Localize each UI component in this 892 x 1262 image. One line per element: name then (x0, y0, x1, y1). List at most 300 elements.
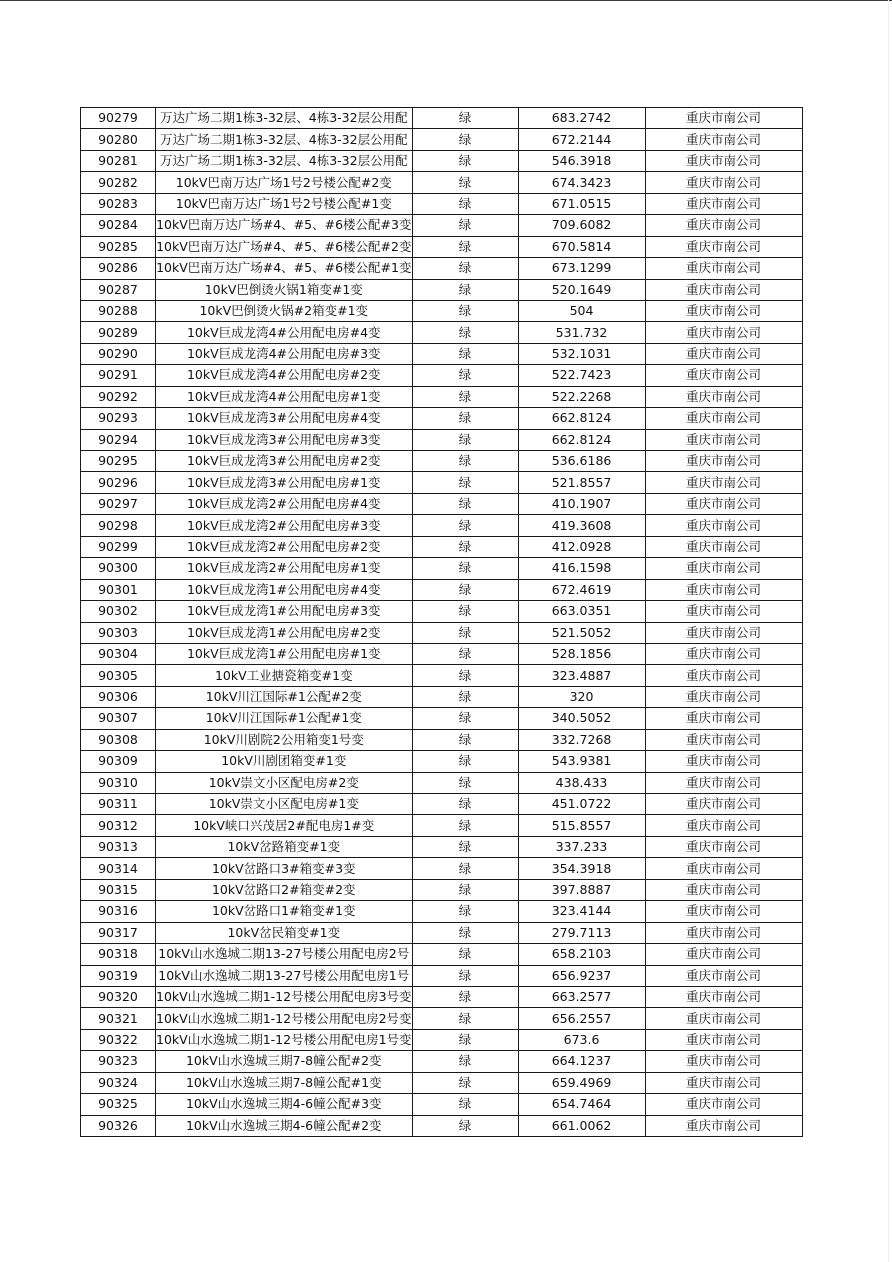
cell-id[interactable]: 90325 (81, 1094, 156, 1115)
cell-company[interactable]: 重庆市南公司 (645, 515, 802, 536)
cell-company[interactable]: 重庆市南公司 (645, 1008, 802, 1029)
table-row (81, 429, 803, 450)
cell-status[interactable]: 绿 (412, 365, 518, 386)
table-row (81, 1008, 803, 1029)
table-row (81, 300, 803, 321)
cell-value[interactable]: 521.8557 (518, 472, 645, 493)
cell-name[interactable] (156, 236, 413, 257)
cell-id[interactable]: 90281 (81, 150, 156, 171)
cell-company[interactable]: 重庆市南公司 (645, 129, 802, 150)
table-row (81, 451, 803, 472)
cell-name[interactable]: 10kV巨成龙湾3#公用配电房#1变 (156, 472, 413, 493)
cell-company[interactable]: 重庆市南公司 (645, 1072, 802, 1093)
cell-company[interactable]: 重庆市南公司 (645, 944, 802, 965)
cell-name[interactable] (156, 944, 413, 965)
cell-status[interactable]: 绿 (412, 322, 518, 343)
substation-table (80, 107, 803, 1137)
cell-company[interactable]: 重庆市南公司 (645, 1094, 802, 1115)
cell-company[interactable]: 重庆市南公司 (645, 279, 802, 300)
cell-company[interactable]: 重庆市南公司 (645, 901, 802, 922)
cell-status[interactable]: 绿 (412, 643, 518, 664)
cell-name[interactable]: 10kV崇文小区配电房#1变 (156, 794, 413, 815)
cell-status[interactable]: 绿 (412, 708, 518, 729)
cell-value[interactable]: 663.2577 (518, 986, 645, 1007)
cell-company[interactable]: 重庆市南公司 (645, 965, 802, 986)
cell-status[interactable]: 绿 (412, 858, 518, 879)
table-row (81, 1051, 803, 1072)
table-row (81, 665, 803, 686)
table-row (81, 215, 803, 236)
cell-value[interactable]: 522.2268 (518, 386, 645, 407)
cell-name[interactable]: 10kV巨成龙湾3#公用配电房#4变 (156, 408, 413, 429)
cell-company[interactable]: 重庆市南公司 (645, 922, 802, 943)
table-row (81, 408, 803, 429)
cell-value[interactable]: 522.7423 (518, 365, 645, 386)
cell-company[interactable]: 重庆市南公司 (645, 451, 802, 472)
cell-company[interactable]: 重庆市南公司 (645, 386, 802, 407)
cell-name[interactable]: 10kV川剧院2公用箱变1号变 (156, 729, 413, 750)
table-row (81, 879, 803, 900)
cell-id[interactable]: 90291 (81, 365, 156, 386)
cell-name-text: 10kV巴南万达广场#4、#5、#6楼公配#2变 (156, 238, 412, 254)
table-row (81, 772, 803, 793)
cell-value[interactable]: 397.8887 (518, 879, 645, 900)
cell-id[interactable]: 90315 (81, 879, 156, 900)
cell-id[interactable]: 90326 (81, 1115, 156, 1136)
cell-name-text: 10kV巴南万达广场#4、#5、#6楼公配#1变 (156, 260, 412, 276)
cell-company[interactable]: 重庆市南公司 (645, 1051, 802, 1072)
table-row (81, 236, 803, 257)
table-row (81, 258, 803, 279)
cell-id[interactable]: 90297 (81, 493, 156, 514)
cell-company[interactable]: 重庆市南公司 (645, 1029, 802, 1050)
page-right-edge (888, 0, 889, 1262)
cell-company[interactable]: 重庆市南公司 (645, 986, 802, 1007)
cell-company[interactable]: 重庆市南公司 (645, 343, 802, 364)
cell-value[interactable]: 416.1598 (518, 558, 645, 579)
cell-company[interactable]: 重庆市南公司 (645, 215, 802, 236)
cell-value[interactable]: 515.8557 (518, 815, 645, 836)
cell-name-text: 10kV山水逸城二期1-12号楼公用配电房3号变 (156, 989, 412, 1005)
table-row (81, 129, 803, 150)
table-row (81, 1029, 803, 1050)
cell-name[interactable]: 10kV巨成龙湾1#公用配电房#3变 (156, 601, 413, 622)
cell-status[interactable]: 绿 (412, 258, 518, 279)
cell-value[interactable]: 671.0515 (518, 193, 645, 214)
cell-name-text: 万达广场二期1栋3-32层、4栋3-32层公用配 (159, 131, 408, 147)
cell-status[interactable]: 绿 (412, 901, 518, 922)
cell-id[interactable]: 90282 (81, 172, 156, 193)
cell-id[interactable]: 90300 (81, 558, 156, 579)
cell-status[interactable]: 绿 (412, 729, 518, 750)
cell-id[interactable]: 90308 (81, 729, 156, 750)
cell-company[interactable]: 重庆市南公司 (645, 751, 802, 772)
cell-status[interactable]: 绿 (412, 515, 518, 536)
cell-name[interactable] (156, 986, 413, 1007)
cell-name[interactable] (156, 965, 413, 986)
table-row (81, 858, 803, 879)
cell-id[interactable]: 90307 (81, 708, 156, 729)
table-row (81, 515, 803, 536)
cell-value[interactable]: 532.1031 (518, 343, 645, 364)
cell-value[interactable]: 451.0722 (518, 794, 645, 815)
cell-status[interactable]: 绿 (412, 1072, 518, 1093)
cell-id[interactable]: 90313 (81, 836, 156, 857)
cell-company[interactable]: 重庆市南公司 (645, 172, 802, 193)
cell-name[interactable]: 10kV山水逸城三期7-8幢公配#1变 (156, 1072, 413, 1093)
table-row (81, 472, 803, 493)
cell-name[interactable]: 10kV岔路口3#箱变#3变 (156, 858, 413, 879)
cell-name[interactable] (156, 108, 413, 129)
cell-id[interactable]: 90296 (81, 472, 156, 493)
cell-name[interactable] (156, 258, 413, 279)
cell-status[interactable]: 绿 (412, 108, 518, 129)
table-row (81, 343, 803, 364)
cell-name[interactable]: 10kV岔路箱变#1变 (156, 836, 413, 857)
table-row (81, 150, 803, 171)
cell-value[interactable]: 656.9237 (518, 965, 645, 986)
cell-id[interactable]: 90314 (81, 858, 156, 879)
cell-value[interactable]: 656.2557 (518, 1008, 645, 1029)
cell-name[interactable]: 10kV崇文小区配电房#2变 (156, 772, 413, 793)
cell-id[interactable]: 90323 (81, 1051, 156, 1072)
table-row (81, 558, 803, 579)
cell-company[interactable]: 重庆市南公司 (645, 493, 802, 514)
cell-name[interactable]: 10kV巨成龙湾2#公用配电房#1变 (156, 558, 413, 579)
cell-value[interactable]: 672.2144 (518, 129, 645, 150)
cell-status[interactable]: 绿 (412, 772, 518, 793)
cell-status[interactable]: 绿 (412, 965, 518, 986)
cell-company[interactable]: 重庆市南公司 (645, 536, 802, 557)
table-row (81, 815, 803, 836)
cell-id[interactable]: 90284 (81, 215, 156, 236)
cell-value[interactable]: 661.0062 (518, 1115, 645, 1136)
cell-name[interactable]: 10kV岔民箱变#1变 (156, 922, 413, 943)
cell-name[interactable]: 10kV峡口兴茂居2#配电房1#变 (156, 815, 413, 836)
cell-id[interactable]: 90320 (81, 986, 156, 1007)
cell-id[interactable]: 90280 (81, 129, 156, 150)
cell-value[interactable]: 673.1299 (518, 258, 645, 279)
table-row (81, 1072, 803, 1093)
cell-value[interactable]: 279.7113 (518, 922, 645, 943)
cell-status[interactable]: 绿 (412, 815, 518, 836)
cell-name[interactable]: 10kV巨成龙湾4#公用配电房#3变 (156, 343, 413, 364)
cell-status[interactable]: 绿 (412, 1115, 518, 1136)
cell-company[interactable]: 重庆市南公司 (645, 601, 802, 622)
cell-status[interactable]: 绿 (412, 1051, 518, 1072)
cell-id[interactable]: 90316 (81, 901, 156, 922)
cell-name[interactable]: 10kV巨成龙湾2#公用配电房#2变 (156, 536, 413, 557)
cell-value[interactable]: 543.9381 (518, 751, 645, 772)
cell-status[interactable]: 绿 (412, 751, 518, 772)
cell-id[interactable]: 90304 (81, 643, 156, 664)
cell-id[interactable]: 90318 (81, 944, 156, 965)
cell-name[interactable] (156, 150, 413, 171)
cell-value[interactable]: 528.1856 (518, 643, 645, 664)
cell-company[interactable]: 重庆市南公司 (645, 708, 802, 729)
table-row (81, 365, 803, 386)
cell-name[interactable]: 10kV巨成龙湾3#公用配电房#2变 (156, 451, 413, 472)
cell-value[interactable]: 354.3918 (518, 858, 645, 879)
cell-status[interactable]: 绿 (412, 601, 518, 622)
cell-name[interactable] (156, 215, 413, 236)
cell-status[interactable]: 绿 (412, 579, 518, 600)
cell-id[interactable]: 90319 (81, 965, 156, 986)
cell-name-text: 万达广场二期1栋3-32层、4栋3-32层公用配 (159, 153, 408, 169)
cell-status[interactable]: 绿 (412, 215, 518, 236)
cell-value[interactable]: 672.4619 (518, 579, 645, 600)
table-row (81, 643, 803, 664)
table-row (81, 536, 803, 557)
cell-name[interactable]: 10kV巨成龙湾1#公用配电房#4变 (156, 579, 413, 600)
cell-value[interactable]: 546.3918 (518, 150, 645, 171)
cell-value[interactable]: 674.3423 (518, 172, 645, 193)
cell-value[interactable]: 670.5814 (518, 236, 645, 257)
cell-value[interactable]: 323.4144 (518, 901, 645, 922)
cell-company[interactable]: 重庆市南公司 (645, 622, 802, 643)
cell-status[interactable]: 绿 (412, 986, 518, 1007)
cell-id[interactable]: 90309 (81, 751, 156, 772)
cell-value[interactable]: 673.6 (518, 1029, 645, 1050)
cell-status[interactable]: 绿 (412, 1094, 518, 1115)
table-row (81, 193, 803, 214)
cell-id[interactable]: 90283 (81, 193, 156, 214)
cell-id[interactable]: 90292 (81, 386, 156, 407)
cell-status[interactable]: 绿 (412, 300, 518, 321)
cell-company[interactable]: 重庆市南公司 (645, 429, 802, 450)
cell-id[interactable]: 90293 (81, 408, 156, 429)
cell-value[interactable]: 323.4887 (518, 665, 645, 686)
cell-company[interactable]: 重庆市南公司 (645, 579, 802, 600)
cell-name[interactable]: 10kV川江国际#1公配#1变 (156, 708, 413, 729)
cell-company[interactable]: 重庆市南公司 (645, 258, 802, 279)
cell-company[interactable]: 重庆市南公司 (645, 408, 802, 429)
cell-name-text: 万达广场二期1栋3-32层、4栋3-32层公用配 (159, 110, 408, 126)
cell-status[interactable]: 绿 (412, 172, 518, 193)
cell-status[interactable]: 绿 (412, 150, 518, 171)
cell-id[interactable]: 90279 (81, 108, 156, 129)
page-top-border (0, 0, 892, 1)
cell-name-text: 10kV山水逸城二期1-12号楼公用配电房2号变 (156, 1010, 412, 1026)
cell-name[interactable]: 10kV川剧团箱变#1变 (156, 751, 413, 772)
cell-company[interactable]: 重庆市南公司 (645, 558, 802, 579)
cell-id[interactable]: 90312 (81, 815, 156, 836)
cell-status[interactable]: 绿 (412, 622, 518, 643)
cell-company[interactable]: 重庆市南公司 (645, 815, 802, 836)
cell-id[interactable]: 90306 (81, 686, 156, 707)
cell-name[interactable]: 10kV巨成龙湾4#公用配电房#4变 (156, 322, 413, 343)
cell-name[interactable]: 10kV川江国际#1公配#2变 (156, 686, 413, 707)
cell-name[interactable] (156, 129, 413, 150)
cell-name[interactable]: 10kV巴倒烫火锅#2箱变#1变 (156, 300, 413, 321)
cell-name[interactable]: 10kV山水逸城三期7-8幢公配#2变 (156, 1051, 413, 1072)
table-row (81, 493, 803, 514)
table-row (81, 686, 803, 707)
table-row (81, 901, 803, 922)
table-row (81, 622, 803, 643)
cell-status[interactable]: 绿 (412, 536, 518, 557)
cell-value[interactable]: 709.6082 (518, 215, 645, 236)
cell-value[interactable]: 320 (518, 686, 645, 707)
cell-value[interactable]: 520.1649 (518, 279, 645, 300)
cell-id[interactable]: 90290 (81, 343, 156, 364)
cell-status[interactable]: 绿 (412, 493, 518, 514)
cell-status[interactable]: 绿 (412, 665, 518, 686)
cell-status[interactable]: 绿 (412, 236, 518, 257)
cell-name[interactable]: 10kV岔路口2#箱变#2变 (156, 879, 413, 900)
cell-id[interactable]: 90305 (81, 665, 156, 686)
cell-company[interactable]: 重庆市南公司 (645, 686, 802, 707)
cell-name[interactable]: 10kV巨成龙湾4#公用配电房#1变 (156, 386, 413, 407)
table-row (81, 986, 803, 1007)
cell-name[interactable]: 10kV巴南万达广场1号2号楼公配#1变 (156, 193, 413, 214)
cell-status[interactable]: 绿 (412, 451, 518, 472)
cell-id[interactable]: 90289 (81, 322, 156, 343)
table-row (81, 172, 803, 193)
cell-status[interactable]: 绿 (412, 472, 518, 493)
cell-id[interactable]: 90285 (81, 236, 156, 257)
cell-id[interactable]: 90310 (81, 772, 156, 793)
cell-name[interactable]: 10kV岔路口1#箱变#1变 (156, 901, 413, 922)
cell-name[interactable]: 10kV山水逸城三期4-6幢公配#2变 (156, 1115, 413, 1136)
cell-status[interactable]: 绿 (412, 879, 518, 900)
cell-status[interactable]: 绿 (412, 129, 518, 150)
cell-id[interactable]: 90311 (81, 794, 156, 815)
cell-status[interactable]: 绿 (412, 1008, 518, 1029)
cell-value[interactable]: 658.2103 (518, 944, 645, 965)
cell-name[interactable]: 10kV巴南万达广场1号2号楼公配#2变 (156, 172, 413, 193)
cell-name[interactable]: 10kV巨成龙湾1#公用配电房#1变 (156, 643, 413, 664)
cell-status[interactable]: 绿 (412, 836, 518, 857)
cell-name[interactable]: 10kV工业搪瓷箱变#1变 (156, 665, 413, 686)
cell-name[interactable] (156, 1008, 413, 1029)
cell-id[interactable]: 90287 (81, 279, 156, 300)
table-row (81, 322, 803, 343)
cell-name[interactable]: 10kV巨成龙湾2#公用配电房#3变 (156, 515, 413, 536)
cell-value[interactable]: 663.0351 (518, 601, 645, 622)
cell-status[interactable]: 绿 (412, 343, 518, 364)
cell-value[interactable]: 410.1907 (518, 493, 645, 514)
table-row (81, 386, 803, 407)
cell-status[interactable]: 绿 (412, 922, 518, 943)
cell-company[interactable]: 重庆市南公司 (645, 879, 802, 900)
cell-value[interactable]: 662.8124 (518, 429, 645, 450)
cell-value[interactable]: 332.7268 (518, 729, 645, 750)
table-row (81, 1115, 803, 1136)
cell-id[interactable]: 90321 (81, 1008, 156, 1029)
cell-id[interactable]: 90301 (81, 579, 156, 600)
cell-company[interactable]: 重庆市南公司 (645, 365, 802, 386)
table-row (81, 794, 803, 815)
cell-company[interactable]: 重庆市南公司 (645, 472, 802, 493)
cell-status[interactable]: 绿 (412, 944, 518, 965)
table-body (81, 108, 803, 1137)
table-row (81, 279, 803, 300)
cell-id[interactable]: 90294 (81, 429, 156, 450)
cell-name[interactable] (156, 1029, 413, 1050)
cell-value[interactable]: 662.8124 (518, 408, 645, 429)
cell-status[interactable]: 绿 (412, 408, 518, 429)
cell-value[interactable]: 412.0928 (518, 536, 645, 557)
table-row (81, 751, 803, 772)
cell-id[interactable]: 90302 (81, 601, 156, 622)
cell-value[interactable]: 438.433 (518, 772, 645, 793)
cell-status[interactable]: 绿 (412, 558, 518, 579)
cell-company[interactable]: 重庆市南公司 (645, 794, 802, 815)
cell-company[interactable]: 重庆市南公司 (645, 322, 802, 343)
cell-id[interactable]: 90322 (81, 1029, 156, 1050)
table-row (81, 579, 803, 600)
cell-name[interactable]: 10kV巨成龙湾3#公用配电房#3变 (156, 429, 413, 450)
cell-name[interactable]: 10kV山水逸城三期4-6幢公配#3变 (156, 1094, 413, 1115)
cell-value[interactable]: 337.233 (518, 836, 645, 857)
cell-company[interactable]: 重庆市南公司 (645, 858, 802, 879)
cell-company[interactable]: 重庆市南公司 (645, 108, 802, 129)
cell-name[interactable]: 10kV巨成龙湾1#公用配电房#2变 (156, 622, 413, 643)
cell-company[interactable]: 重庆市南公司 (645, 772, 802, 793)
cell-company[interactable]: 重庆市南公司 (645, 643, 802, 664)
table-row (81, 965, 803, 986)
cell-status[interactable]: 绿 (412, 386, 518, 407)
table-row (81, 729, 803, 750)
cell-id[interactable]: 90324 (81, 1072, 156, 1093)
cell-id[interactable]: 90298 (81, 515, 156, 536)
cell-value[interactable]: 531.732 (518, 322, 645, 343)
cell-value[interactable]: 340.5052 (518, 708, 645, 729)
cell-company[interactable]: 重庆市南公司 (645, 300, 802, 321)
cell-value[interactable]: 659.4969 (518, 1072, 645, 1093)
cell-company[interactable]: 重庆市南公司 (645, 1115, 802, 1136)
cell-id[interactable]: 90299 (81, 536, 156, 557)
cell-status[interactable]: 绿 (412, 429, 518, 450)
cell-id[interactable]: 90303 (81, 622, 156, 643)
cell-company[interactable]: 重庆市南公司 (645, 236, 802, 257)
table-row (81, 1094, 803, 1115)
cell-status[interactable]: 绿 (412, 279, 518, 300)
cell-status[interactable]: 绿 (412, 794, 518, 815)
table-row (81, 944, 803, 965)
cell-company[interactable]: 重庆市南公司 (645, 836, 802, 857)
cell-company[interactable]: 重庆市南公司 (645, 665, 802, 686)
table-row (81, 708, 803, 729)
cell-value[interactable]: 521.5052 (518, 622, 645, 643)
cell-status[interactable]: 绿 (412, 686, 518, 707)
cell-name-text: 10kV山水逸城二期13-27号楼公用配电房1号 (158, 967, 410, 983)
cell-status[interactable]: 绿 (412, 193, 518, 214)
cell-company[interactable]: 重庆市南公司 (645, 150, 802, 171)
cell-id[interactable]: 90288 (81, 300, 156, 321)
cell-value[interactable]: 536.6186 (518, 451, 645, 472)
cell-name[interactable]: 10kV巨成龙湾4#公用配电房#2变 (156, 365, 413, 386)
cell-value[interactable]: 654.7464 (518, 1094, 645, 1115)
cell-name[interactable]: 10kV巴倒烫火锅1箱变#1变 (156, 279, 413, 300)
cell-company[interactable]: 重庆市南公司 (645, 729, 802, 750)
cell-status[interactable]: 绿 (412, 1029, 518, 1050)
table-row (81, 836, 803, 857)
cell-name[interactable]: 10kV巨成龙湾2#公用配电房#4变 (156, 493, 413, 514)
cell-name-text: 10kV山水逸城二期13-27号楼公用配电房2号 (158, 946, 410, 962)
cell-value[interactable]: 504 (518, 300, 645, 321)
table-row (81, 108, 803, 129)
cell-value[interactable]: 683.2742 (518, 108, 645, 129)
cell-id[interactable]: 90295 (81, 451, 156, 472)
cell-id[interactable]: 90317 (81, 922, 156, 943)
cell-company[interactable]: 重庆市南公司 (645, 193, 802, 214)
cell-id[interactable]: 90286 (81, 258, 156, 279)
cell-value[interactable]: 419.3608 (518, 515, 645, 536)
cell-value[interactable]: 664.1237 (518, 1051, 645, 1072)
cell-name-text: 10kV山水逸城二期1-12号楼公用配电房1号变 (156, 1032, 412, 1048)
